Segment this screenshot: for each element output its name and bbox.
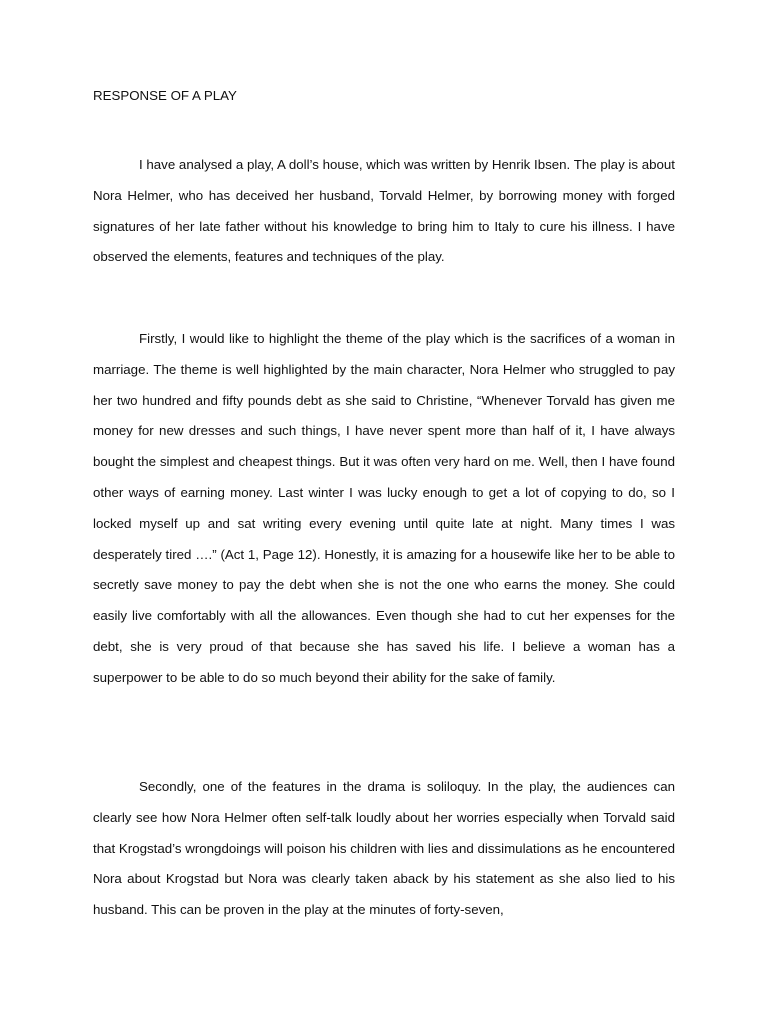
paragraph-introduction: I have analysed a play, A doll’s house, which was written by Henrik Ibsen. The play is about Nora Helmer, who has deceived her husband, Torvald Helmer, by borrowing money with forged signatures of her late father without his knowledge to bring him to Italy to cure his illness. I have observed the elements, features and techniques of the play. [93, 157, 675, 265]
paragraph-soliloquy: Secondly, one of the features in the drama is soliloquy. In the play, the audiences can clearly see how Nora Helmer often self-talk loudly about her worries especially when Torvald said that Krogstad’s wrongdoings will poison his children with lies and dissimulations as he encountered Nora about Krogstad but Nora was clearly taken aback by his statement as she also lied to his husband. This can be proven in the play at the minutes of forty-seven, [93, 779, 675, 918]
document-title: RESPONSE OF A PLAY [93, 88, 237, 103]
paragraph-theme: Firstly, I would like to highlight the theme of the play which is the sacrifices of a woman in marriage. The theme is well highlighted by the main character, Nora Helmer who struggled to pay her two hundred and fifty pounds debt as she said to Christine, “Whenever Torvald has given me money for new dresses and such things, I have never spent more than half of it, I have always bought the simplest and cheapest things. But it was often very hard on me. Well, then I have found other ways of earning money. Last winter I was lucky enough to get a lot of copying to do, so I locked myself up and sat writing every evening until quite late at night. Many times I was desperately tired ….” (Act 1, Page 12). Honestly, it is amazing for a housewife like her to be able to secretly save money to pay the debt when she is not the one who earns the money. She could easily live comfortably with all the allowances. Even though she had to cut her expenses for the debt, she is very proud of that because she has saved his life. I believe a woman has a superpower to be able to do so much beyond their ability for the sake of family. [93, 331, 675, 685]
